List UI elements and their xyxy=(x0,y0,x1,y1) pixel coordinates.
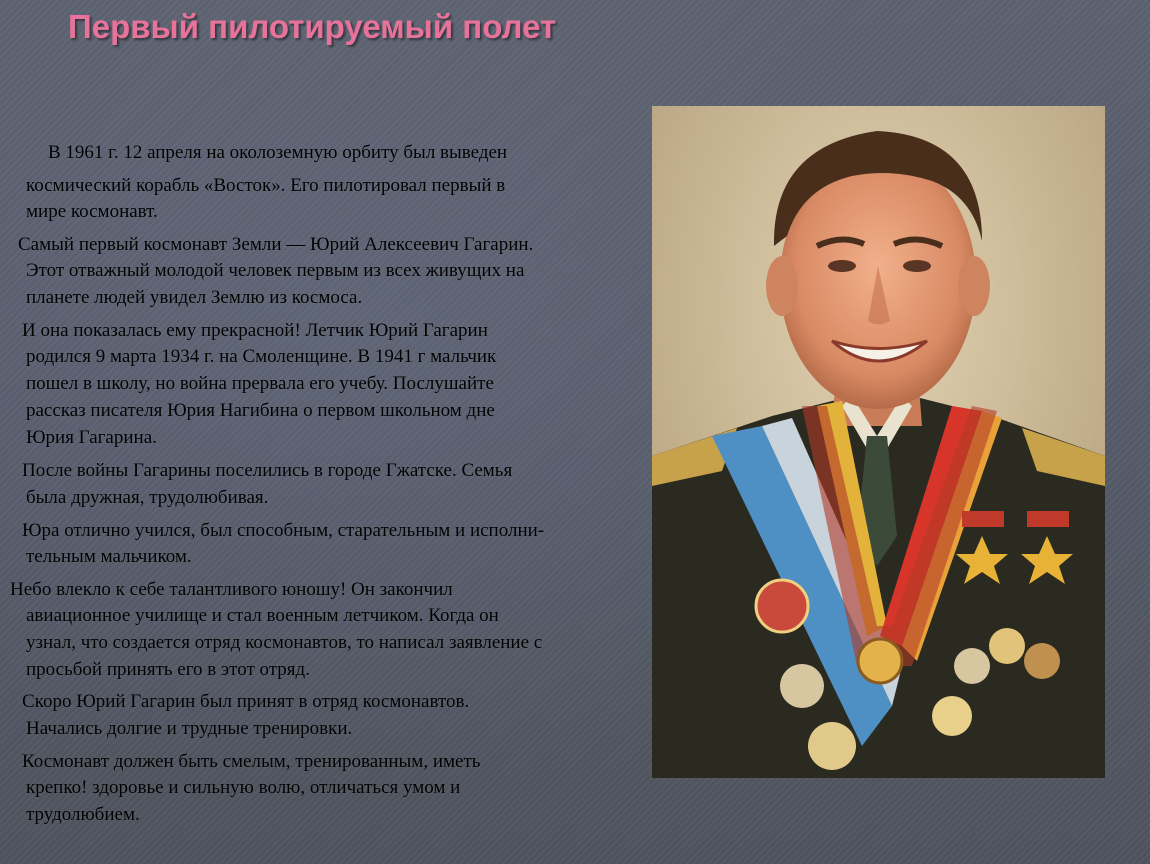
text-line: космический корабль «Восток». Его пилотировал первый в xyxy=(26,175,506,196)
text-line: В 1961 г. 12 апреля на околоземную орбиту был выведен xyxy=(48,142,508,163)
text-line: крепко! здоровье и сильную волю, отличаться умом и xyxy=(26,777,461,798)
portrait-photo xyxy=(652,106,1105,778)
text-line: родился 9 марта 1934 г. на Смоленщине. В 1941 г мальчик xyxy=(26,346,497,367)
text-line: Юра отлично учился, был способным, старательным и исполни- xyxy=(22,520,545,541)
text-line: Космонавт должен быть смелым, тренированным, иметь xyxy=(22,751,481,772)
text-line: мире космонавт. xyxy=(26,201,158,222)
text-line: узнал, что создается отряд космонавтов, то написал заявление с xyxy=(26,632,543,653)
portrait-illustration xyxy=(652,106,1105,778)
text-line: пошел в школу, но война прервала его учебу. Послушайте xyxy=(26,373,494,394)
text-line: планете людей увидел Землю из космоса. xyxy=(26,287,363,308)
text-line: Этот отважный молодой человек первым из всех живущих на xyxy=(26,260,525,281)
text-line: Скоро Юрий Гагарин был принят в отряд космонавтов. xyxy=(22,691,470,712)
text-line: И она показалась ему прекрасной! Летчик Юрий Гагарин xyxy=(22,320,488,341)
text-line: Небо влекло к себе талантливого юношу! Он закончил xyxy=(10,579,453,600)
text-line: Начались долгие и трудные тренировки. xyxy=(26,718,353,739)
text-line: рассказ писателя Юрия Нагибина о первом школьном дне xyxy=(26,400,495,421)
text-line: После войны Гагарины поселились в городе Гжатске. Семья xyxy=(22,460,513,481)
text-line: была дружная, трудолюбивая. xyxy=(26,487,269,508)
text-line: Юрия Гагарина. xyxy=(26,427,157,448)
text-line: Самый первый космонавт Земли — Юрий Алексеевич Гагарин. xyxy=(18,234,534,255)
text-line: трудолюбием. xyxy=(26,804,140,825)
text-line: просьбой принять его в этот отряд. xyxy=(26,659,310,680)
slide-title: Первый пилотируемый полет xyxy=(68,8,557,45)
text-line: тельным мальчиком. xyxy=(26,546,192,567)
text-line: авиационное училище и стал военным летчиком. Когда он xyxy=(26,605,499,626)
